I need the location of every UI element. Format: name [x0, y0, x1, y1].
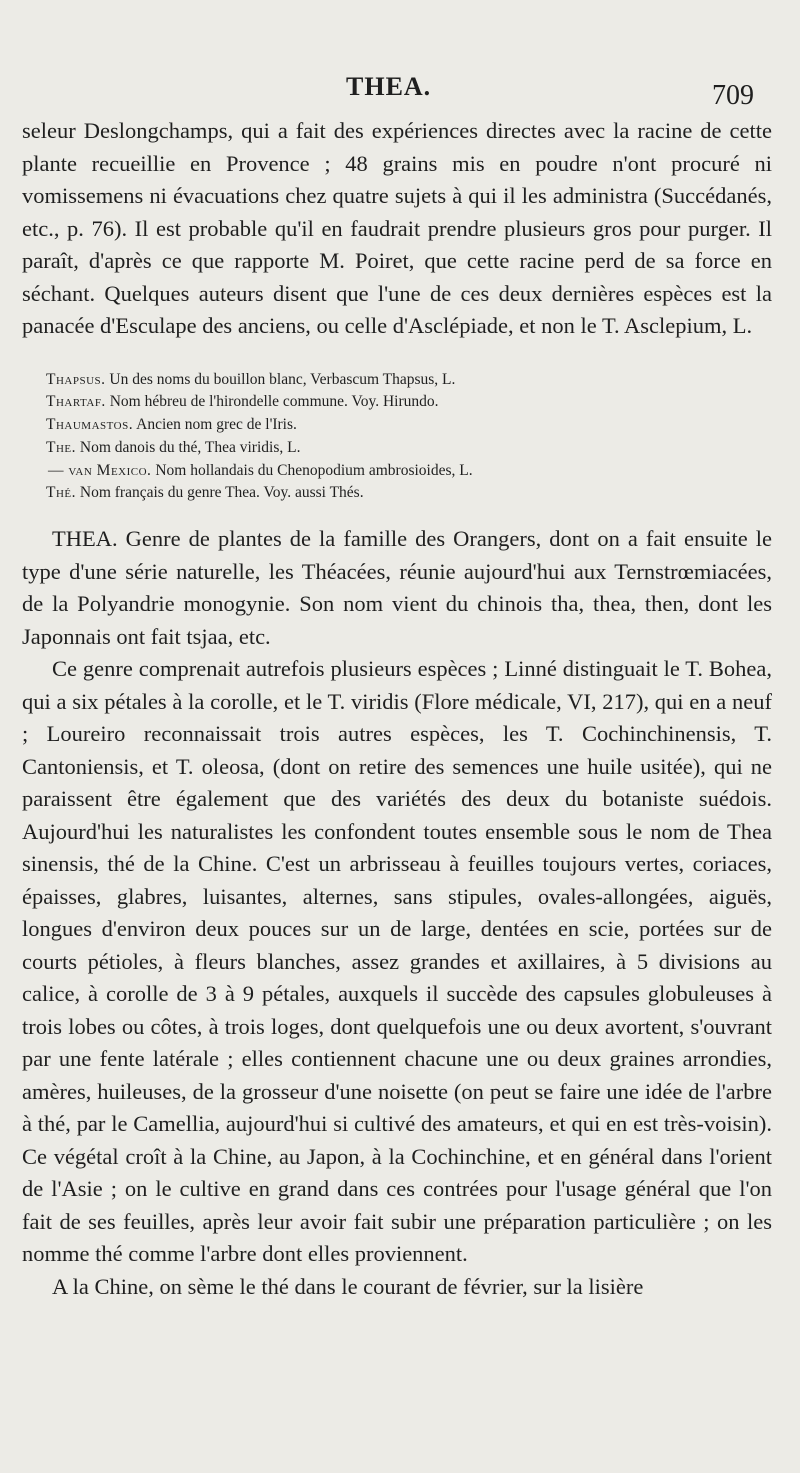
entry-the-francais: [46, 482, 772, 505]
page-body: [22, 115, 772, 1303]
entry-thaumastos: [46, 414, 772, 437]
entry-headword: Thartaf.: [46, 393, 106, 411]
entry-text: Nom danois du thé, Thea viridis, L.: [79, 438, 301, 456]
entry-the: [46, 437, 772, 460]
running-head: [0, 72, 800, 112]
entry-headword: — van Mexico.: [48, 461, 152, 479]
entry-text: Nom français du genre Thea. Voy. aussi Thés.: [79, 484, 364, 502]
entry-headword: Thé.: [46, 484, 77, 502]
paragraph-continuation: seleur Deslongchamps, qui a fait des expériences directes avec la racine de cette plante recueillie en Provence ; 48 grains mis en poudre n'ont procuré ni vomissemens ni évacuations chez quatre sujets à qui il les administra (Succédanés, etc., p. 76). Il est probable qu'il en faudrait prendre plusieurs gros pour purger. Il paraît, d'après ce que rapporte M. Poiret, que cette racine perd de sa force en séchant. Quelques auteurs disent que l'une de ces deux dernières espèces est la panacée d'Esculape des anciens, ou celle d'Asclépiade, et non le T. Asclepium, L.: [22, 118, 772, 338]
entry-text: Nom hébreu de l'hirondelle commune. Voy. Hirundo.: [109, 393, 439, 411]
entry-text: Un des noms du bouillon blanc, Verbascum Thapsus, L.: [109, 370, 456, 388]
entry-the-van-mexico: [46, 460, 772, 483]
paragraph-thea-culture: A la Chine, on sème le thé dans le courant de février, sur la lisière: [52, 1273, 644, 1299]
short-entries-list: [46, 369, 772, 506]
entry-headword: Thapsus.: [46, 370, 106, 388]
page-number: 709: [712, 80, 754, 111]
entry-headword: The.: [46, 438, 77, 456]
entry-thartaf: [46, 391, 772, 414]
entry-text: Nom hollandais du Chenopodium ambrosioides, L.: [155, 461, 473, 479]
running-title: THEA.: [346, 72, 432, 101]
entry-thapsus: [46, 369, 772, 392]
paragraph-thea-definition: THEA. Genre de plantes de la famille des Orangers, dont on a fait ensuite le type d'une série naturelle, les Théacées, réunie aujourd'hui aux Ternstrœmiacées, de la Polyandrie monogynie. Son nom vient du chinois tha, thea, then, dont les Japonnais ont fait tsjaa, etc.: [22, 526, 772, 649]
entry-text: Ancien nom grec de l'Iris.: [136, 416, 297, 434]
entry-headword: Thaumastos.: [46, 416, 134, 434]
paragraph-thea-species: Ce genre comprenait autrefois plusieurs espèces ; Linné distinguait le T. Bohea, qui a six pétales à la corolle, et le T. viridis (Flore médicale, VI, 217), qui en a neuf ; Loureiro reconnaissait trois autres espèces, les T. Cochinchinensis, T. Cantoniensis, et T. oleosa, (dont on retire des semences une huile usitée), qui ne paraissent être également que des variétés des deux du botaniste suédois. Aujourd'hui les naturalistes les confondent toutes ensemble sous le nom de Thea sinensis, thé de la Chine. C'est un arbrisseau à feuilles toujours vertes, coriaces, épaisses, glabres, luisantes, alternes, sans stipules, ovales-allongées, aiguës, longues d'environ deux pouces sur un de large, dentées en scie, portées sur de courts pétioles, à fleurs blanches, assez grandes et axillaires, à 5 divisions au calice, à corolle de 3 à 9 pétales, auxquels il succède des capsules globuleuses à trois lobes ou côtes, à trois loges, dont quelquefois une ou deux avortent, s'ouvrant par une fente latérale ; elles contiennent chacune une ou deux graines arrondies, amères, huileuses, de la grosseur d'une noisette (on peut se faire une idée de l'arbre à thé, par le Camellia, aujourd'hui si cultivé des amateurs, et qui en est très-voisin). Ce végétal croît à la Chine, au Japon, à la Cochinchine, et en général dans l'orient de l'Asie ; on le cultive en grand dans ces contrées pour l'usage général que l'on fait de ses feuilles, après leur avoir fait subir une préparation particulière ; on les nomme thé comme l'arbre dont elles proviennent.: [22, 656, 772, 1267]
